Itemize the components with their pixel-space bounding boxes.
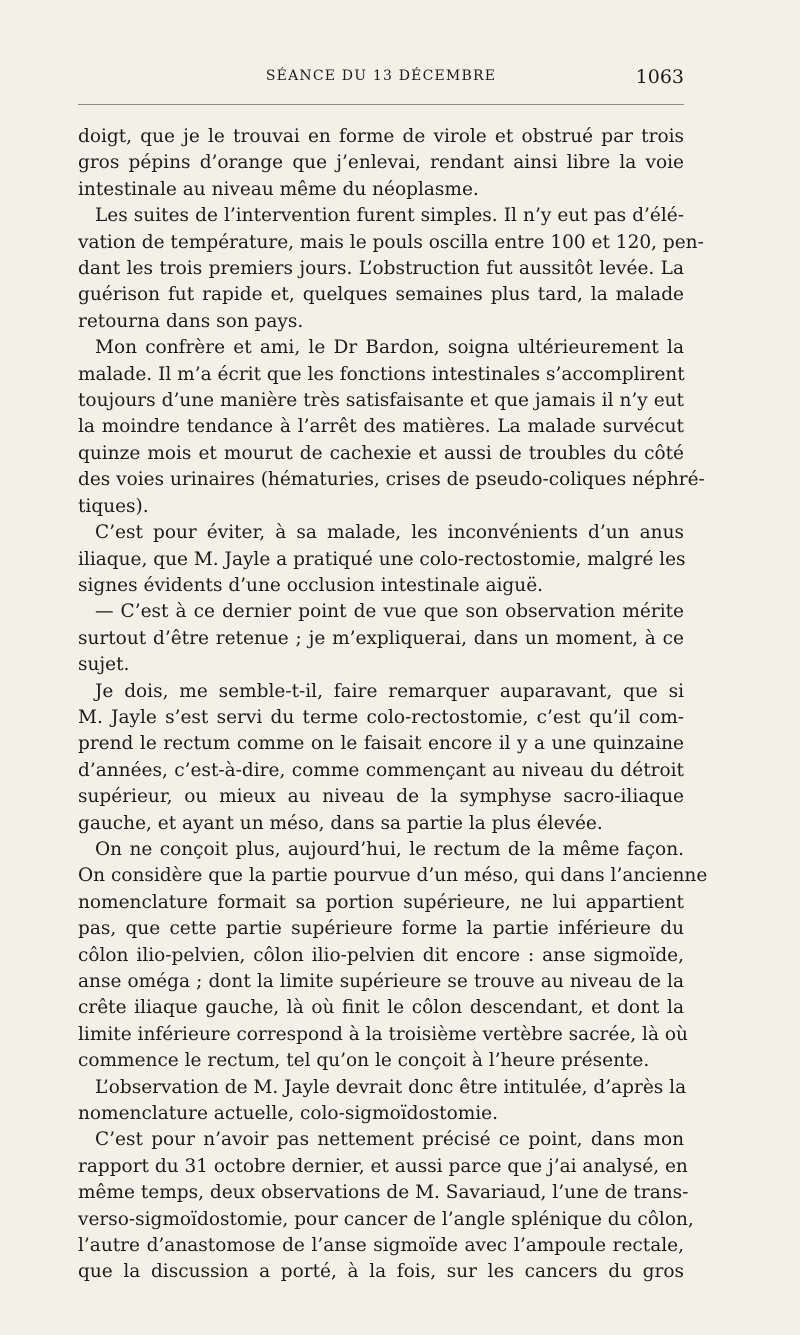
text-line: des voies urinaires (hématuries, crises de pseudo-coliques néphré- — [78, 469, 705, 491]
text-line: quinze mois et mourut de cachexie et aussi de troubles du côté — [78, 442, 684, 464]
page-number: 1063 — [635, 66, 684, 88]
text-line: surtout d’être retenue ; je m’expliquerai, dans un moment, à ce — [78, 627, 684, 649]
text-line: même temps, deux observations de M. Savariaud, l’une de trans- — [78, 1182, 689, 1204]
text-line: signes évidents d’une occlusion intestinale aiguë. — [78, 574, 544, 596]
text-line: M. Jayle s’est servi du terme colo-rectostomie, c’est qu’il com- — [78, 706, 684, 728]
text-line: supérieur, ou mieux au niveau de la symphyse sacro-iliaque — [78, 786, 684, 808]
text-line: pas, que cette partie supérieure forme la partie inférieure du — [78, 918, 684, 940]
text-line: la moindre tendance à l’arrêt des matières. La malade survécut — [78, 416, 684, 438]
text-line: — C’est à ce dernier point de vue que son observation mérite — [95, 601, 684, 623]
text-line: commence le rectum, tel qu’on le conçoit à l’heure présente. — [78, 1050, 650, 1072]
text-line: doigt, que je le trouvai en forme de virole et obstrué par trois — [78, 126, 684, 147]
running-head: SÉANCE DU 13 DÉCEMBRE — [265, 68, 497, 84]
text-line: guérison fut rapide et, quelques semaines plus tard, la malade — [78, 284, 684, 306]
text-line: côlon ilio-pelvien, côlon ilio-pelvien dit encore : anse sigmoïde, — [78, 944, 684, 966]
text-line: gros pépins d’orange que j’enlevai, rendant ainsi libre la voie — [78, 152, 684, 174]
text-line: l’autre d’anastomose de l’anse sigmoïde avec l’ampoule rectale, — [78, 1235, 684, 1257]
text-line: dant les trois premiers jours. L’obstruction fut aussitôt levée. La — [78, 258, 684, 280]
text-line: gauche, et ayant un méso, dans sa partie la plus élevée. — [78, 812, 603, 834]
text-line: Les suites de l’intervention furent simples. Il n’y eut pas d’élé- — [95, 205, 684, 227]
text-line: C’est pour n’avoir pas nettement précisé ce point, dans mon — [95, 1129, 684, 1151]
page-header — [78, 68, 684, 98]
text-line: que la discussion a porté, à la fois, sur les cancers du gros — [78, 1261, 684, 1283]
text-line: sujet. — [78, 654, 130, 676]
text-line: vation de température, mais le pouls oscilla entre 100 et 120, pen- — [78, 231, 704, 253]
text-line: retourna dans son pays. — [78, 310, 304, 332]
text-line: verso-sigmoïdostomie, pour cancer de l’angle splénique du côlon, — [78, 1208, 694, 1230]
text-line: crête iliaque gauche, là où finit le côlon descendant, et dont la — [78, 997, 684, 1019]
text-line: tiques). — [78, 495, 149, 517]
text-line: anse oméga ; dont la limite supérieure se trouve au niveau de la — [78, 971, 684, 992]
text-line: Je dois, me semble-t-il, faire remarquer auparavant, que si — [95, 680, 684, 702]
text-line: malade. Il m’a écrit que les fonctions intestinales s’accomplirent — [78, 363, 685, 385]
text-line: On considère que la partie pourvue d’un méso, qui dans l’ancienne — [78, 865, 708, 887]
text-line: iliaque, que M. Jayle a pratiqué une colo-rectostomie, malgré les — [78, 548, 686, 570]
text-line: Mon confrère et ami, le Dr Bardon, soigna ultérieurement la — [95, 337, 684, 359]
text-line: rapport du 31 octobre dernier, et aussi parce que j’ai analysé, en — [78, 1155, 688, 1177]
text-line: nomenclature formait sa portion supérieure, ne lui appartient — [78, 891, 684, 913]
text-line: toujours d’une manière très satisfaisante et que jamais il n’y eut — [78, 390, 684, 412]
text-line: C’est pour éviter, à sa malade, les inconvénients d’un anus — [95, 522, 684, 544]
text-line: L’observation de M. Jayle devrait donc être intitulée, d’après la — [95, 1076, 687, 1098]
header-rule — [78, 104, 684, 105]
text-line: prend le rectum comme on le faisait encore il y a une quinzaine — [78, 733, 684, 755]
body-text — [78, 124, 708, 1286]
text-line: On ne conçoit plus, aujourd’hui, le rectum de la même façon. — [95, 838, 684, 860]
text-line: intestinale au niveau même du néoplasme. — [78, 178, 479, 200]
text-line: nomenclature actuelle, colo-sigmoïdostomie. — [78, 1103, 499, 1125]
text-line: d’années, c’est-à-dire, comme commençant au niveau du détroit — [78, 759, 684, 781]
text-line: limite inférieure correspond à la troisième vertèbre sacrée, là où — [78, 1023, 688, 1045]
